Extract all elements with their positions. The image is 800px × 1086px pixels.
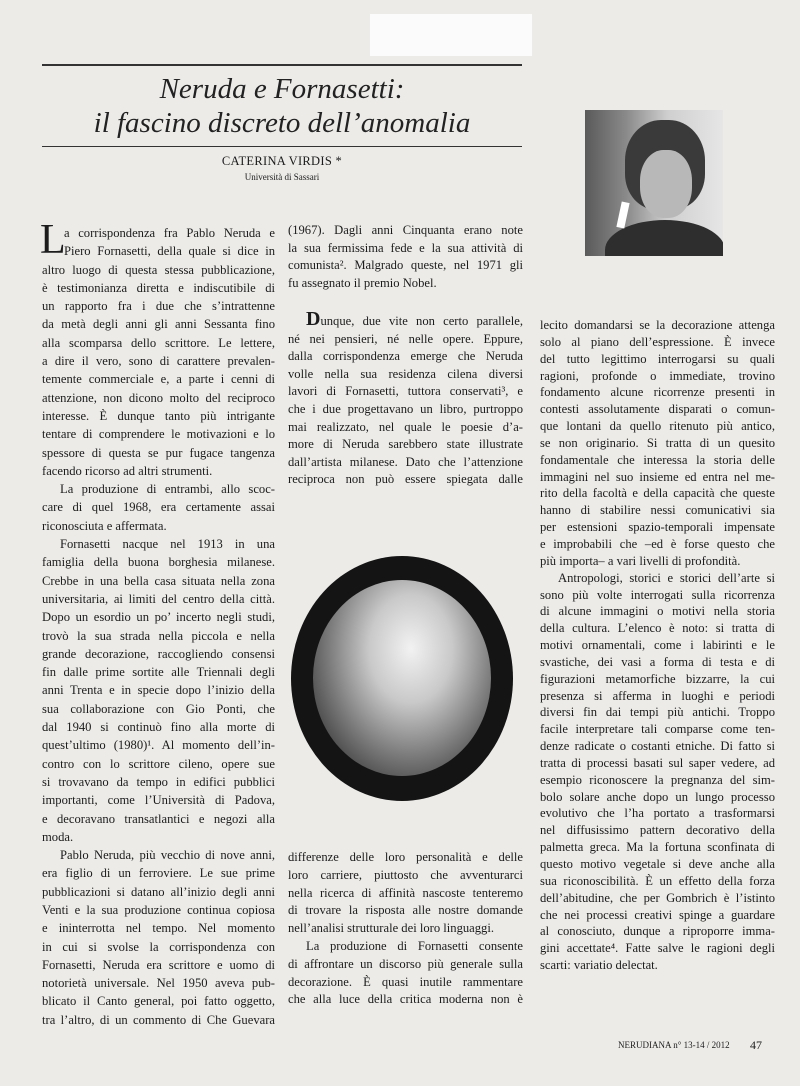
text-line: per estensioni spazio-temporali impensate [540,520,775,535]
text-line: Piero Fornasetti, della quale si dice in [64,244,275,259]
text-line: del tutto legittimo interrogarsi su quali [540,351,775,366]
text-line: care di quel 1968, era certamente assai [42,500,275,515]
text-line: Fornasetti, Neruda era scrittore e uomo di [42,957,275,972]
text-line: trovò la sua strada nella piccola e nella [42,628,275,643]
article-title [42,72,522,140]
text-line: La produzione di Fornasetti consente [306,938,523,953]
text-line: palmetta greca. Ma la fortuna sconfinata di [540,840,775,855]
text-line: motivi ornamentali, come i labirinti e le [540,638,775,653]
text-line: presenza si afferma in luoghi e periodi [540,688,775,703]
text-line: nella ricerca di affinità nascoste tenteremo [288,885,523,900]
journal-footer: NERUDIANA n° 13-14 / 2012 [618,1040,730,1050]
text-line: tra l’altro, di un commento di Che Guevara [42,1012,275,1027]
text-line: quest’ultimo (1980)¹. Al momento dell’in- [42,738,275,753]
text-line: loro carriere, piuttosto che avventurarci [288,867,523,882]
text-line: contro con lo scrittore cileno, opere sue [42,756,275,771]
text-line: fin dalle prime sortite alle Triennali degli [42,665,275,680]
text-line: che nei processi creativi spinge a guardare [540,907,775,922]
text-line: sono più volte interrogati sulla ricorrenza [540,587,775,602]
text-line: que lontani da quello ritenuto più antico, [540,419,775,434]
text-line: altro luogo di questa stessa pubblicazione, [42,262,275,277]
text-line: facendo ricorso ad altri strumenti. [42,463,213,478]
text-line: rito della facoltà e della capacità che queste [540,486,775,501]
text-line: e ininterrotta nel tempo. Nel momento [42,921,275,936]
text-line: un rapporto fra i due che s’intrattenne [42,299,275,314]
text-line: tratta di processi basati sul saper vedere, ad [540,755,775,770]
text-line: immagini nel suo insieme ed entra nel me- [540,469,775,484]
text-line: bolo solare anche dopo un lungo processo [540,789,775,804]
column-left [40,217,275,1029]
text-line: grande decorazione, raccogliendo consensi [42,646,275,661]
paragraph [42,480,275,535]
text-line: di affrontare un discorso più generale sulla [288,956,523,971]
text-line: Crebbe in una bella casa situata nella zona [42,573,275,588]
text-line: facile interpretare tali comparse come ten- [540,722,775,737]
text-line: mai realizzato, nel quale le poesie d’a- [288,419,523,434]
text-line: da metà degli anni gli anni Sessanta fino [42,317,275,332]
text-line: più importa– a vari livelli di profondità. [540,553,741,568]
text-line: interesse. È dunque tanto più intrigante [42,408,275,423]
text-line: di trovare la risposta alle nostre domande [288,903,523,918]
text-line: denze radicate o costanti etniche. Di fatto si [540,739,775,754]
text-line: reciproca non può essere spiegata dalle [288,472,523,487]
text-line-content: a corrispondenza fra Pablo Neruda e [64,226,275,240]
text-line: che i due progettavano un libro, purtroppo [288,401,523,416]
text-line: sua collaborazione con Gio Ponti, che [42,701,275,716]
text-line: esempio riconoscere la pregnanza del sim- [540,772,775,787]
text-line: è testimonianza diretta e indiscutibile di [42,280,275,295]
top-rule [42,64,522,66]
text-line: in cui si svolse la corrispondenza con [42,939,275,954]
title-rule [42,146,522,147]
column-middle-mid [288,308,523,489]
text-line: a dire il vero, sono di carattere prevalen- [42,354,275,369]
paragraph [288,222,523,292]
text-line: blicato il Canto general, poi fatto oggetto, [42,994,275,1009]
paragraph [42,535,275,846]
text-line: svastiche, dei vasi a forma di testa e di [540,654,775,669]
text-line: universitaria, ai limiti del centro della città. [42,591,275,606]
paragraph [40,217,275,480]
text-line: hanno di stabilire nessi comunicativi sia [540,503,775,518]
text-line: della cultura. L’elenco è noto: si tratta di [540,621,775,636]
text-line-content: unque, due vite non certo parallele, [320,314,523,328]
text-line: comunista². Malgrado queste, nel 1971 gli [288,258,523,273]
text-line: né nei pensieri, né nelle opere. Eppure, [288,331,523,346]
drop-cap: L [40,217,66,263]
text-line: ragioni, profonde o immediate, trovino [540,368,775,383]
text-line: more di Neruda sarebbero state illustrate [288,437,523,452]
text-line: lecito domandarsi se la decorazione attenga [540,318,775,332]
text-line: che alla luce della critica moderna non è [288,992,523,1007]
title-line-2: il fascino discreto dell’anomalia [93,107,471,139]
text-line: contesti assolutamente disparati o comun- [540,402,775,417]
column-middle-bottom [288,849,523,1009]
text-line: questo motivo vegetale si deve anche alla [540,857,775,871]
text-line: La produzione di entrambi, allo scoc- [60,482,275,497]
paragraph [288,849,523,938]
page-number: 47 [750,1038,762,1052]
text-line: fu assegnato il premio Nobel. [288,275,437,290]
text-line: e improbabili che –ed è forse questo che [540,536,775,551]
text-line: gini accettate⁴. Fatte salve le ragioni degli [540,941,775,956]
text-line: importanti, come l’Università di Padova, [42,793,275,808]
text-line: al conosciuto, dunque a riproporre imma- [540,924,775,939]
paragraph [540,317,775,570]
paragraph [288,308,523,489]
text-line: dall’artista milanese. Dato che l’attenzione [288,454,523,469]
text-line: evolutivo che l’ha portato a trasformarsi [540,806,775,821]
text-line: alla scomparsa dello scrittore. Le lettere, [42,335,275,350]
text-line: dalla corrispondenza emerge che Neruda [288,349,523,364]
drop-cap: D [306,308,321,330]
text-line: Pablo Neruda, più vecchio di nove anni, [60,848,275,863]
text-line: nel diffusissimo pattern decorativo della [540,823,775,838]
author-affiliation: Università di Sassari [244,172,320,182]
text-line: nell’analisi strutturale dei loro linguaggi. [288,921,494,936]
text-line: notorietà universale. Nel 1950 aveva pub- [42,976,275,991]
text-line: si trovavano da tempo in edifici pubblici [42,774,275,789]
text-line: e decoravano transatlantici e negozi alla [42,811,275,826]
text-line: riconosciuta e affermata. [42,518,167,533]
paragraph [288,938,523,1009]
text-line: diversi fin dai tempi più antichi. Troppo [540,705,775,720]
text-line: fondamento alcune ricorrenze presenti in [540,385,775,400]
text-line: spessore di questa se pur fugace tangenza [42,445,275,460]
column-middle-top [288,222,523,292]
text-line: (1967). Dagli anni Cinquanta erano note [288,223,523,237]
text-line: differenze delle loro personalità e delle [288,850,523,864]
fornasetti-oval-artwork [291,556,513,801]
text-line: di alcune immagini o motivi nella storia [540,604,775,619]
text-line: solo al piano dell’espressione. È invece [540,334,775,349]
text-line: temente commerciale e, a parte i cenni di [42,372,275,387]
text-line: Fornasetti nacque nel 1913 in una [60,537,275,552]
text-line: attenzione, non dicono molto del reciproco [42,390,275,405]
text-line: moda. [42,829,74,844]
blank-patch [370,14,532,56]
text-line: tentare di comprendere le motivazioni e lo [42,427,275,442]
text-line: fondamentale che interessa la storia delle [540,452,775,467]
text-line: dell’abitudine, che per Gombrich è l’istinto [540,890,775,905]
paragraph [540,570,775,974]
text-line: anni Trenta e in specie dopo l’inizio della [42,683,275,698]
text-line: Antropologi, storici e storici dell’arte si [558,570,775,585]
text-line: sua riconoscibilità. È un effetto della forza [540,873,775,888]
author-photo [585,110,723,256]
text-line: decorazione. È quasi inutile rammentare [288,974,523,989]
text-line: la sua fermissima fede e la sua attività di [288,240,523,255]
column-right [540,317,775,974]
paragraph [42,846,275,1029]
text-line: lavori di Fornasetti, tuttora conservati³, e [288,384,523,399]
author-name: CATERINA VIRDIS * [221,154,343,168]
text-line: dal 1940 si continuò fino alla morte di [42,720,275,735]
text-line: volle nella sua residenza cilena diversi [288,366,523,381]
text-line: Dopo un esordio un po’ incerto negli studi, [42,610,275,625]
text-line: era figlio di un ferroviere. Le sue prime [42,866,275,881]
text-line [288,308,523,331]
text-line: scarti: variatio delectat. [540,958,658,973]
title-line-1: Neruda e Fornasetti: [159,73,405,105]
text-line: famiglia della buona borghesia milanese. [42,555,275,570]
text-line: se non originario. Si tratta di un quesito [540,435,775,450]
text-line: figurazioni metamorfiche bizzarre, la cui [540,671,775,686]
text-line: pubblicazioni si datano all’inizio degli anni [42,884,275,899]
text-line: Venti e la sua produzione continua copiosa [42,902,275,917]
